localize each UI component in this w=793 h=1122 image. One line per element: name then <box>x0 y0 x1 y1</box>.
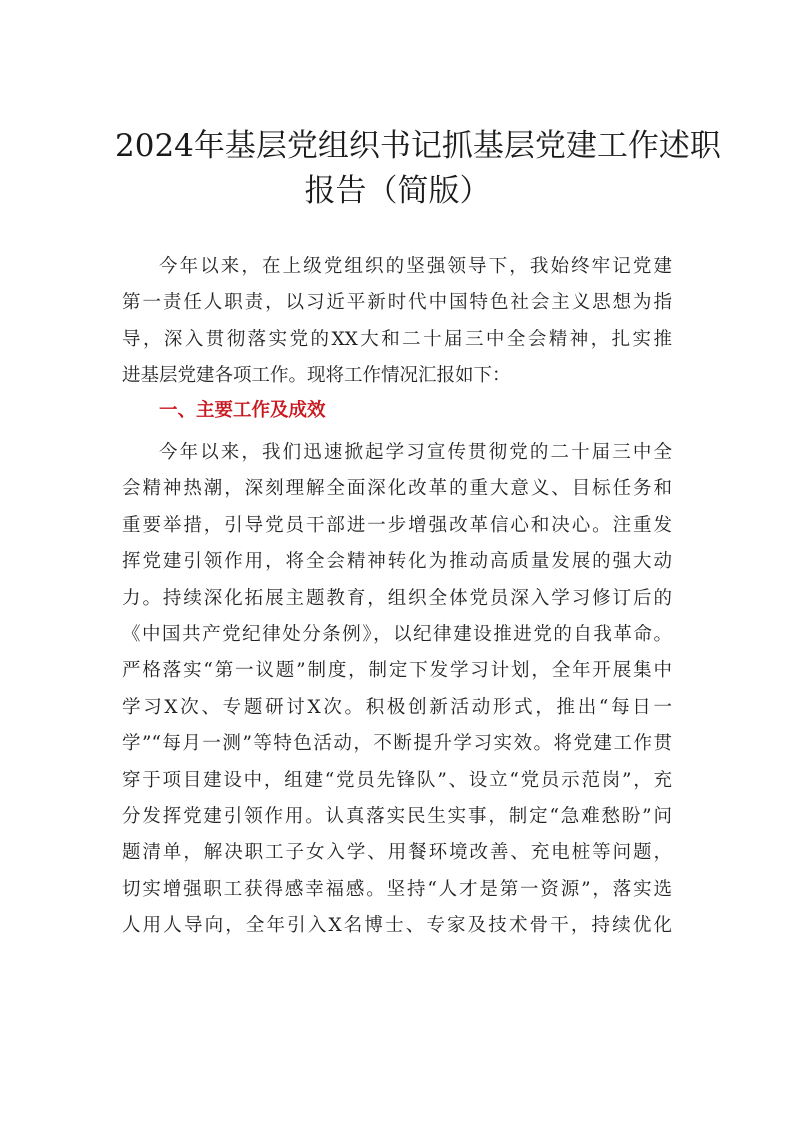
paragraph-line: 会精神热潮，深刻理解全面深化改革的重大意义、目标任务和 <box>122 478 672 500</box>
paragraph-line: 重要举措，引导党员干部进一步增强改革信心和决心。注重发 <box>122 514 672 536</box>
paragraph-line: 《中国共产党纪律处分条例》，以纪律建设推进党的自我革命。 <box>122 623 672 645</box>
paragraph-line: 穿于项目建设中，组建“党员先锋队”、设立“党员示范岗”，充 <box>122 769 672 791</box>
paragraph-line: 题清单，解决职工子女入学、用餐环境改善、充电桩等问题， <box>122 842 672 864</box>
paragraph-line: 学习X次、专题研讨X次。积极创新活动形式，推出“每日一 <box>122 696 672 718</box>
paragraph-line: 今年以来，我们迅速掀起学习宣传贯彻党的二十届三中全 <box>159 442 672 463</box>
intro-paragraph <box>122 249 672 395</box>
title-line-1: 2024年基层党组织书记抓基层党建工作述职 <box>115 128 721 164</box>
paragraph-line: 切实增强职工获得感幸福感。坚持“人才是第一资源”，落实选 <box>122 878 672 900</box>
section-paragraph <box>122 435 672 944</box>
document-title <box>115 124 721 214</box>
paragraph-line: 挥党建引领作用，将全会精神转化为推动高质量发展的强大动 <box>122 551 672 573</box>
paragraph-line: 导，深入贯彻落实党的XX大和二十届三中全会精神，扎实推 <box>122 328 672 350</box>
paragraph-line: 进基层党建各项工作。现将工作情况汇报如下： <box>122 365 511 387</box>
paragraph-line: 学”“每月一测”等特色活动，不断提升学习实效。将党建工作贯 <box>122 733 672 755</box>
paragraph-line: 力。持续深化拓展主题教育，组织全体党员深入学习修订后的 <box>122 587 672 609</box>
paragraph-line: 人用人导向，全年引入X名博士、专家及技术骨干，持续优化 <box>122 915 672 937</box>
title-line-2: 报告（简版） <box>304 173 491 209</box>
paragraph-line: 分发挥党建引领作用。认真落实民生实事，制定“急难愁盼”问 <box>122 805 672 827</box>
section-heading: 一、主要工作及成效 <box>159 400 326 421</box>
paragraph-line: 严格落实“第一议题”制度，制定下发学习计划，全年开展集中 <box>122 660 672 682</box>
paragraph-line: 第一责任人职责，以习近平新时代中国特色社会主义思想为指 <box>122 292 672 314</box>
paragraph-line: 今年以来，在上级党组织的坚强领导下，我始终牢记党建 <box>159 256 672 277</box>
